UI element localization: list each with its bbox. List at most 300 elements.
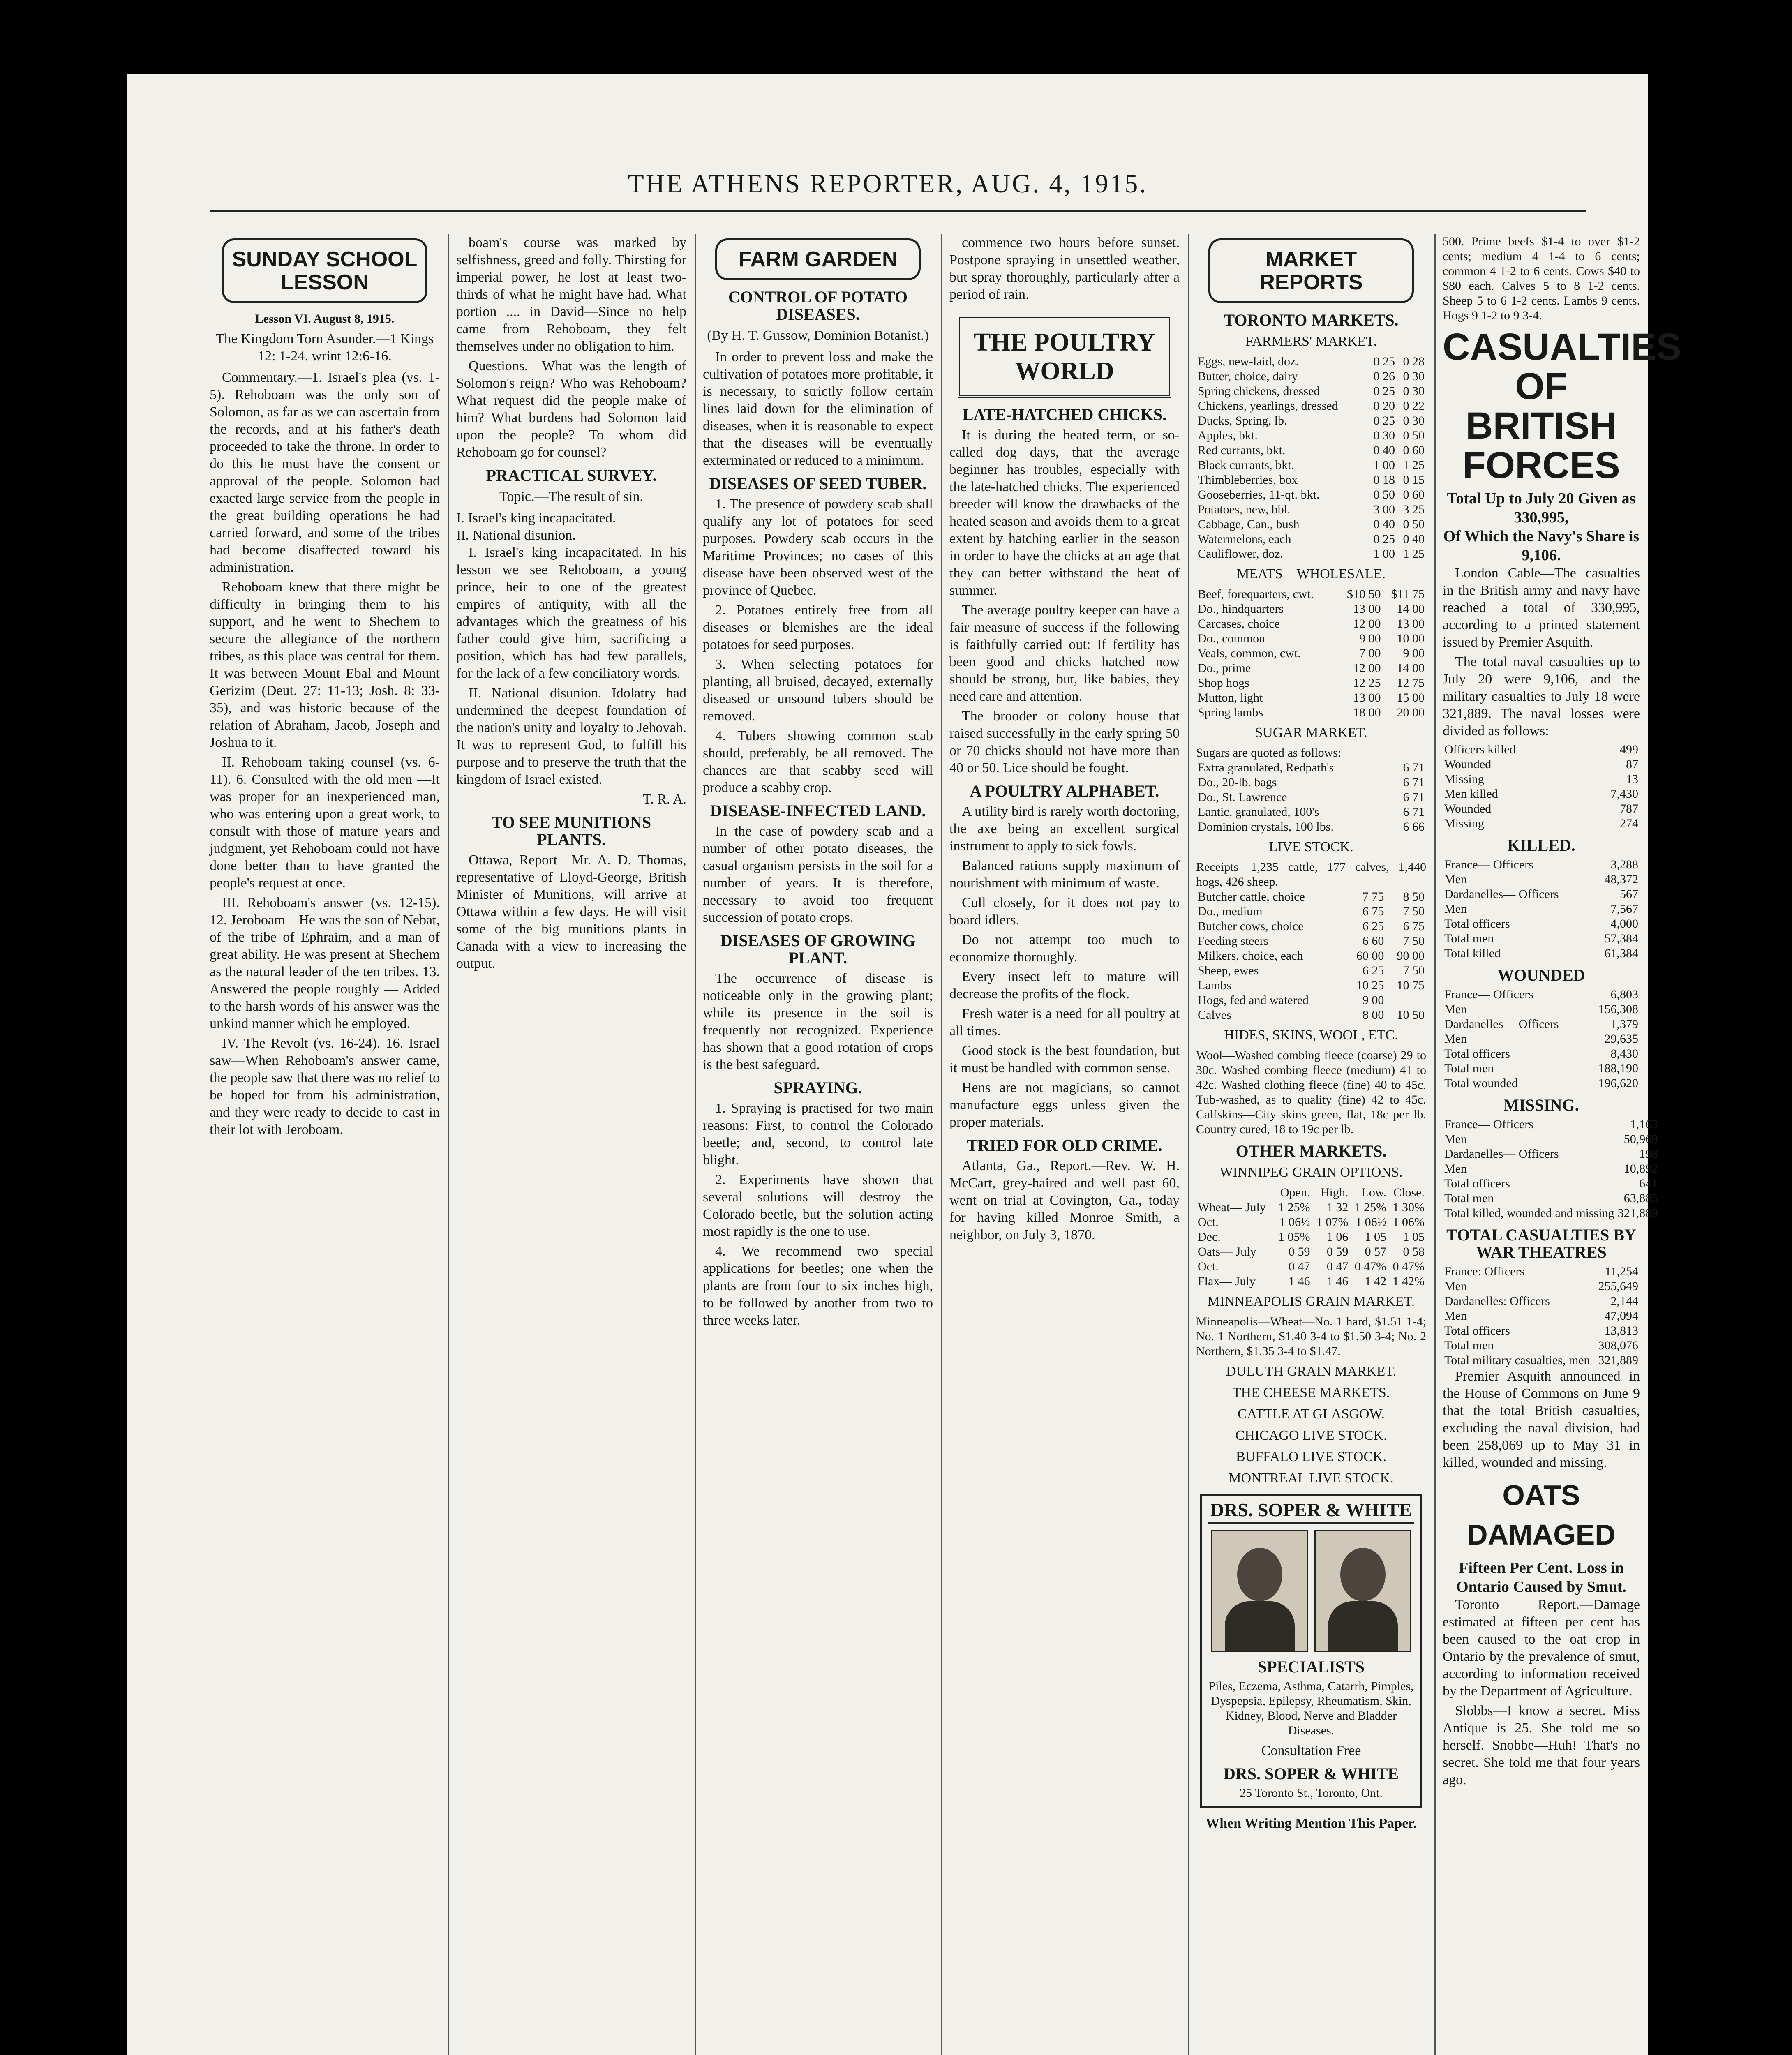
meats-table [1196, 587, 1426, 720]
practical-paragraph: I. Israel's king incapacitated. In his lesson we see Rehoboam, a young prince, heir to one of the greatest empires of antiquity, with all the advantages which the greatness of his father could give him, sacrificing a position, which has had few parallels, for the lack of a few conciliatory words. [456, 545, 686, 681]
farmers-market-heading: FARMERS' MARKET. [1245, 334, 1377, 349]
row-label: Flax— July [1198, 1275, 1256, 1288]
row-value: 1 25 [1403, 458, 1425, 472]
portrait-image [1211, 1530, 1308, 1652]
hides-heading: HIDES, SKINS, WOOL, ETC. [1224, 1028, 1398, 1043]
article-paragraph: 3. When selecting potatoes for planting, all bruised, decayed, externally diseased or unsound tubers should be removed. [703, 657, 933, 724]
portrait-image [1314, 1530, 1411, 1652]
column-header: High. [1320, 1186, 1349, 1199]
table-row [1196, 1215, 1426, 1230]
poultry-alphabet-heading: A POULTRY ALPHABET. [970, 782, 1159, 800]
table-row [1196, 631, 1426, 646]
practical-point: II. National disunion. [456, 528, 576, 543]
minneapolis-heading: MINNEAPOLIS GRAIN MARKET. [1207, 1294, 1415, 1309]
row-value: 0 47 [1289, 1260, 1310, 1273]
row-value: 12 00 [1353, 617, 1381, 630]
missing-table [1443, 1117, 1659, 1221]
row-label: Men [1444, 1309, 1467, 1323]
row-value: 308,076 [1598, 1339, 1638, 1352]
row-value: 1 00 [1373, 547, 1395, 561]
row-value: 2,144 [1610, 1294, 1638, 1308]
table-row [1196, 676, 1426, 690]
live-stock-receipts: Receipts—1,235 cattle, 177 calves, 1,440 hogs, 426 sheep. [1196, 860, 1426, 889]
table-row [1196, 443, 1426, 458]
article-paragraph: In order to prevent loss and make the cultivation of potatoes more profitable, it is necessary, to strictly follow certain lines laid down for the elimination of diseases, when it is reasonable to expect that the diseases will be eventually exterminated or reduced to a minimum. [703, 349, 933, 468]
row-value: 321,889 [1617, 1206, 1658, 1220]
row-label: Missing [1444, 817, 1484, 830]
row-value: 274 [1620, 817, 1638, 830]
row-label: Red currants, bkt. [1198, 443, 1286, 457]
lesson-paragraph: II. Rehoboam taking counsel (vs. 6-11). 6. Consulted with the old men —It was proper for an inexperienced man, who was entering upon a great work, to consult with those of mature years and judgment, yet Rehoboam could not have done better than to have granted the people's request at once. [210, 755, 440, 891]
row-label: Lambs [1198, 979, 1231, 992]
row-value: 6,803 [1610, 988, 1638, 1001]
seed-tuber-heading: DISEASES OF SEED TUBER. [709, 474, 927, 493]
table-row [1443, 1132, 1659, 1147]
row-value: 1 07% [1316, 1215, 1349, 1229]
row-value: 0 47 [1326, 1260, 1349, 1273]
row-value: 0 40 [1373, 443, 1395, 457]
oats-subhead: Fifteen Per Cent. Loss in Ontario Caused by Smut. [1456, 1559, 1626, 1596]
column-farm-garden [703, 234, 933, 2055]
lesson-paragraph: III. Rehoboam's answer (vs. 12-15). 12. Jeroboam—He was the son of Nebat, of the tribe of Ephraim, and a man of great ability. He was present at Shechem as the natural leader of the ten tribes. 13. Answered the people roughly — Added to the harsh words of his answer was the unkind manner which he employed. [210, 895, 440, 1031]
column-divider [695, 234, 696, 2055]
row-label: Beef, forequarters, cwt. [1198, 587, 1314, 601]
row-value: 14 00 [1397, 661, 1425, 675]
table-row [1443, 1117, 1659, 1132]
row-value: 0 50 [1403, 517, 1425, 531]
row-value: $11 75 [1391, 587, 1425, 601]
row-value [1386, 993, 1426, 1008]
column-casualties [1443, 234, 1681, 2055]
live-stock-table [1196, 889, 1426, 1023]
row-value: 0 15 [1403, 473, 1425, 487]
oats-headline: OATS DAMAGED [1467, 1479, 1616, 1551]
row-value: 7 00 [1359, 647, 1381, 660]
row-label: Cabbage, Can., bush [1198, 517, 1300, 531]
row-value: 0 40 [1403, 532, 1425, 546]
row-value: 6 25 [1362, 964, 1384, 977]
article-paragraph: commence two hours before sunset. Postpone spraying in unsettled weather, but spray thoroughly, particularly after a period of rain. [949, 235, 1180, 302]
row-value: 188,190 [1598, 1062, 1638, 1075]
table-row [1196, 1008, 1426, 1023]
ad-footer: DRS. SOPER & WHITE [1223, 1764, 1399, 1783]
row-value: 1 00 [1373, 458, 1395, 472]
growing-plant-heading: DISEASES OF GROWING PLANT. [720, 931, 916, 967]
row-label: Total officers [1444, 917, 1510, 931]
minneapolis-paragraph: Minneapolis—Wheat—No. 1 hard, $1.51 1-4; No. 1 Northern, $1.40 3-4 to $1.50 3-4; No. 2 Northern, $1.35 3-4 to $1.47. [1196, 1315, 1426, 1358]
table-row [1196, 934, 1426, 949]
article-paragraph: 1. The presence of powdery scab shall qualify any lot of potatoes for seed purposes. Powdery scab occurs in the Maritime Provinces; no cases of this disease have been observed west of the province of Quebec. [703, 496, 933, 598]
row-label: France— Officers [1444, 988, 1533, 1001]
missing-heading: MISSING. [1503, 1096, 1579, 1114]
table-row [1196, 369, 1426, 384]
table-row [1443, 1046, 1640, 1061]
table-row [1443, 857, 1640, 872]
table-row [1196, 399, 1426, 413]
row-label: Chickens, yearlings, dressed [1198, 399, 1338, 413]
alphabet-item: Fresh water is a need for all poultry at all times. [949, 1006, 1180, 1039]
alphabet-item: Every insect left to mature will decrease the profits of the flock. [949, 969, 1180, 1002]
poultry-world-box: THE POULTRY WORLD [958, 316, 1171, 398]
table-row [1196, 384, 1426, 399]
row-value: 0 60 [1403, 443, 1425, 457]
market-reports-badge: MARKET REPORTS [1208, 238, 1414, 303]
row-label: Total officers [1444, 1047, 1510, 1060]
table-row [1196, 993, 1426, 1008]
ad-consult: Consultation Free [1261, 1743, 1361, 1758]
row-label: Total killed, wounded and missing [1444, 1206, 1614, 1220]
row-value: 6 60 [1362, 934, 1384, 948]
row-value: 0 25 [1373, 384, 1395, 398]
sugar-note: Sugars are quoted as follows: [1196, 746, 1342, 760]
table-row [1443, 1017, 1640, 1032]
table-row [1196, 1245, 1426, 1259]
row-value: 7 50 [1403, 934, 1425, 948]
lesson-paragraph: Questions.—What was the length of Solomon's reign? Who was Rehoboam? What request did the people make of him? What burdens had Solomon laid upon the people? To whom did Rehoboam go for counsel? [456, 358, 686, 460]
row-value: 0 25 [1373, 414, 1395, 427]
row-label: Extra granulated, Redpath's [1198, 761, 1334, 774]
lesson-paragraph: Commentary.—1. Israel's plea (vs. 1-5). Rehoboam was the only son of Solomon, as far as we can ascertain from the records, and at his father's death proceeded to take the throne. In order to do this he must have the consent or approval of the people. Solomon had exacted large service from the people in the great building operations he had carried forward, and some of the tribes had become disaffected toward his administration. [210, 370, 440, 575]
row-value: 567 [1620, 887, 1638, 901]
column-divider [1188, 234, 1189, 2055]
row-label: Total men [1444, 1191, 1494, 1205]
table-row [1443, 902, 1640, 917]
table-row [1196, 820, 1426, 834]
row-value: 1 06½ [1356, 1215, 1387, 1229]
wounded-heading: WOUNDED [1497, 966, 1585, 984]
table-row [1443, 1176, 1659, 1191]
row-label: France— Officers [1444, 858, 1533, 871]
row-value: 0 30 [1403, 414, 1425, 427]
table-row [1196, 587, 1426, 602]
row-label: Cauliflower, doz. [1198, 547, 1283, 561]
naval-losses-table [1443, 742, 1640, 831]
row-value: 0 50 [1403, 429, 1425, 442]
row-value: 0 30 [1403, 369, 1425, 383]
row-value: 9 00 [1359, 632, 1381, 645]
munitions-heading: TO SEE MUNITIONS PLANTS. [491, 813, 651, 849]
row-label: Wounded [1444, 802, 1492, 815]
article-paragraph: Slobbs—I know a secret. Miss Antique is 25. She told me so herself. Snobbe—Huh! That's no secret. She told me that four years ago. [1443, 1703, 1640, 1787]
table-row [1196, 775, 1426, 790]
duluth-heading: DULUTH GRAIN MARKET. [1226, 1364, 1396, 1379]
table-row [1196, 805, 1426, 820]
table-row [1196, 661, 1426, 676]
row-label: Watermelons, each [1198, 532, 1291, 546]
killed-heading: KILLED. [1507, 836, 1575, 854]
row-value: 10 00 [1397, 632, 1425, 645]
row-label: Do., hindquarters [1198, 602, 1284, 616]
winnipeg-heading: WINNIPEG GRAIN OPTIONS. [1219, 1165, 1403, 1180]
table-row [1196, 413, 1426, 428]
row-value: 0 22 [1403, 399, 1425, 413]
table-row [1196, 602, 1426, 616]
row-value: 1 06½ [1279, 1215, 1310, 1229]
row-label: Men [1444, 1162, 1467, 1175]
row-value: 7,430 [1610, 787, 1638, 801]
row-label: Shop hogs [1198, 676, 1249, 690]
farmers-market-table [1196, 354, 1426, 561]
row-label: France: Officers [1444, 1265, 1525, 1278]
row-label: Lantic, granulated, 100's [1198, 805, 1319, 819]
table-row [1196, 1230, 1426, 1245]
row-label: Total wounded [1444, 1076, 1518, 1090]
row-value: 0 59 [1289, 1245, 1310, 1258]
row-value: 13 [1626, 772, 1638, 786]
article-paragraph: Toronto Report.—Damage estimated at fifteen per cent has been caused to the oat crop in Ontario by the prevalence of smut, according to information received by the Department of Agriculture. [1443, 1597, 1640, 1699]
row-value: 60 00 [1356, 949, 1384, 963]
sugar-table [1196, 760, 1426, 834]
row-value: 1,379 [1610, 1017, 1638, 1031]
row-label: Dardanelles— Officers [1444, 887, 1559, 901]
row-value: 641 [1639, 1177, 1658, 1190]
article-paragraph: The occurrence of disease is noticeable only in the growing plant; while its presence in the soil is frequently not recognized. Experience has shown that a good rotation of crops is the best safeguard. [703, 971, 933, 1072]
table-row [1443, 1206, 1659, 1221]
spraying-heading: SPRAYING. [774, 1078, 862, 1097]
row-value: 1 42 [1365, 1275, 1387, 1288]
row-value: 1 05 [1403, 1230, 1425, 1244]
row-label: Do., St. Lawrence [1198, 790, 1287, 804]
casualties-subhead-navy: Of Which the Navy's Share is 9,106. [1443, 528, 1640, 564]
row-value: 61,384 [1604, 947, 1638, 960]
practical-topic: Topic.—The result of sin. [499, 489, 643, 504]
row-value: 0 30 [1373, 429, 1395, 442]
table-row [1443, 742, 1640, 757]
row-value: 0 57 [1365, 1245, 1387, 1258]
table-row [1443, 1323, 1640, 1338]
column-header: Low. [1361, 1186, 1387, 1199]
grain-options-table [1196, 1185, 1426, 1289]
column-header [1196, 1185, 1274, 1200]
lesson-title: The Kingdom Torn Asunder.—1 Kings 12: 1-24. wrint 12:6-16. [215, 331, 434, 364]
column-sunday-school [210, 234, 440, 2055]
row-label: Hogs, fed and watered [1198, 993, 1309, 1007]
row-value: 13 00 [1353, 691, 1381, 704]
row-value: 0 47% [1354, 1260, 1387, 1273]
casualties-headline: CASUALTIES OF BRITISH FORCES [1443, 326, 1681, 486]
row-label: Feeding steers [1198, 934, 1269, 948]
article-paragraph: 4. We recommend two special applications for beetles; one when the plants are from four to six inches high, to be followed by another from two to three weeks later. [703, 1244, 933, 1328]
row-label: Oct. [1198, 1215, 1219, 1229]
table-row [1196, 1259, 1426, 1274]
row-label: Spring lambs [1198, 706, 1263, 719]
row-label: Men [1444, 1032, 1467, 1046]
row-value: 1 05 [1365, 1230, 1387, 1244]
row-value: 0 30 [1403, 384, 1425, 398]
column-divider [448, 234, 449, 2055]
row-label: France— Officers [1444, 1118, 1533, 1131]
table-row [1196, 458, 1426, 473]
article-paragraph: In the case of powdery scab and a number of other potato diseases, the casual organism persists in the soil for a number of years. It is therefore, necessary to avoid too frequent succession of potato crops. [703, 824, 933, 925]
newspaper-page [127, 74, 1681, 2055]
table-row [1196, 473, 1426, 487]
table-row [1443, 1032, 1640, 1046]
signature: T. R. A. [642, 792, 686, 807]
row-value: $10 50 [1347, 587, 1381, 601]
table-row [1196, 949, 1426, 963]
row-value: 8 50 [1403, 890, 1425, 903]
row-label: Sheep, ewes [1198, 964, 1259, 977]
wounded-table [1443, 987, 1640, 1091]
column-poultry [949, 234, 1180, 2055]
row-label: Do., 20-lb. bags [1198, 776, 1277, 789]
row-value: 6 75 [1403, 919, 1425, 933]
row-value: 0 47% [1392, 1260, 1425, 1273]
table-row [1196, 616, 1426, 631]
row-label: Eggs, new-laid, doz. [1198, 355, 1299, 368]
row-label: Do., common [1198, 632, 1265, 645]
table-row [1196, 517, 1426, 532]
row-label: Wounded [1444, 757, 1492, 771]
row-value: 6 71 [1403, 761, 1425, 774]
meats-heading: MEATS—WHOLESALE. [1237, 566, 1386, 582]
row-value: 1 25% [1278, 1201, 1310, 1214]
row-value: 57,384 [1604, 932, 1638, 945]
row-value: 13,813 [1604, 1324, 1638, 1337]
row-label: Men [1444, 1132, 1467, 1146]
table-row [1443, 1338, 1640, 1353]
row-label: Spring chickens, dressed [1198, 384, 1320, 398]
row-label: Butter, choice, dairy [1198, 369, 1298, 383]
table-row [1443, 1002, 1640, 1017]
table-row [1443, 757, 1640, 772]
row-value: 0 50 [1373, 488, 1395, 501]
article-paragraph: The average poultry keeper can have a fair measure of success if the following is faithfully carried out: If fertility has been good and chicks hatched now should be strong, but, like babies, they need care and attention. [949, 603, 1180, 704]
article-paragraph: 2. Experiments have shown that several solutions will destroy the Colorado beetle, but the solution acting most rapidly is the one to use. [703, 1172, 933, 1239]
row-value: 13 00 [1353, 602, 1381, 616]
masthead: THE ATHENS REPORTER, AUG. 4, 1915. [628, 169, 1148, 198]
table-row [1196, 919, 1426, 934]
row-label: Total men [1444, 932, 1494, 945]
table-row [1196, 1200, 1426, 1215]
table-row [1443, 1264, 1640, 1279]
table-row [1443, 1191, 1659, 1206]
row-value: 4,000 [1610, 917, 1638, 931]
row-label: Total men [1444, 1339, 1494, 1352]
table-row [1443, 887, 1640, 902]
article-paragraph: 4. Tubers showing common scab should, preferably, be all removed. The chances are that scabby seed will produce a scabby crop. [703, 728, 933, 795]
table-row [1443, 816, 1640, 831]
row-value: 10 50 [1397, 1008, 1425, 1022]
row-value: 3 25 [1403, 503, 1425, 516]
sugar-heading: SUGAR MARKET. [1255, 725, 1367, 740]
row-value: 6 25 [1362, 919, 1384, 933]
table-row [1196, 690, 1426, 705]
row-value: 12 25 [1353, 676, 1381, 690]
row-label: Total officers [1444, 1324, 1510, 1337]
row-label: Black currants, bkt. [1198, 458, 1294, 472]
column-divider [1434, 234, 1436, 2055]
row-value: 10 75 [1397, 979, 1425, 992]
row-label: Do., prime [1198, 661, 1251, 675]
row-value: 7,567 [1610, 902, 1638, 916]
row-value: 6 71 [1403, 776, 1425, 789]
row-value: 6 75 [1362, 905, 1384, 918]
row-value: 1 06% [1392, 1215, 1425, 1229]
table-row [1443, 946, 1640, 961]
casualties-subhead: Total Up to July 20 Given as 330,995, [1447, 490, 1636, 526]
row-value: 0 26 [1373, 369, 1395, 383]
toronto-markets-heading: TORONTO MARKETS. [1224, 311, 1399, 329]
row-label: Gooseberries, 11-qt. bkt. [1198, 488, 1320, 501]
row-label: Potatoes, new, bbl. [1198, 503, 1291, 516]
article-paragraph: 2. Potatoes entirely free from all diseases or blemishes are the ideal potatoes for seed purposes. [703, 603, 933, 652]
killed-table [1443, 857, 1640, 961]
row-value: 1,163 [1630, 1118, 1658, 1131]
row-value: 10 25 [1356, 979, 1384, 992]
row-value: 0 25 [1373, 355, 1395, 368]
row-value: 48,372 [1604, 873, 1638, 886]
row-value: 1 06 [1326, 1230, 1349, 1244]
row-value: 1 25% [1354, 1201, 1387, 1214]
row-value: 7 75 [1362, 890, 1384, 903]
table-row [1443, 1353, 1640, 1368]
table-row [1443, 801, 1640, 816]
column-lesson-continued [456, 234, 686, 2055]
lesson-paragraph: IV. The Revolt (vs. 16-24). 16. Israel saw—When Rehoboam's answer came, the people saw that there was no relief to be hoped for from his administration, and they were ready to decide to cast in their lot with Jeroboam. [210, 1036, 440, 1137]
row-label: Men [1444, 1002, 1467, 1016]
potato-diseases-heading: CONTROL OF POTATO DISEASES. [728, 288, 908, 323]
row-value: 1 25 [1403, 547, 1425, 561]
byline: (By H. T. Gussow, Dominion Botanist.) [707, 328, 929, 343]
row-label: Veals, common, cwt. [1198, 647, 1301, 660]
table-row [1443, 931, 1640, 946]
table-row [1196, 502, 1426, 517]
article-paragraph: London Cable—The casualties in the British army and navy have reached a total of 330,995, according to a printed statement issued by Premier Asquith. [1443, 566, 1640, 650]
row-value: 6 71 [1403, 805, 1425, 819]
cheese-heading: THE CHEESE MARKETS. [1232, 1385, 1390, 1400]
hides-paragraph: Wool—Washed combing fleece (coarse) 29 to 30c. Washed combing fleece (medium) 41 to 42c. Washed clothing fleece (fine) 40 to 45c. Tub-washed, as to quality (fine) 42 to 45c. Calfskins—City skins green, flat, 18c per lb. Country cured, 18 to 19c per lb. [1196, 1048, 1426, 1136]
ad-specialists: SPECIALISTS [1257, 1658, 1365, 1676]
row-label: Calves [1198, 1008, 1231, 1022]
row-value: 18 00 [1353, 706, 1381, 719]
montreal-heading: MONTREAL LIVE STOCK. [1229, 1471, 1394, 1486]
row-label: Apples, bkt. [1198, 429, 1258, 442]
ad-tag: When Writing Mention This Paper. [1205, 1816, 1417, 1831]
lesson-paragraph: boam's course was marked by selfishness, greed and folly. Thirsting for imperial power, he lost at least two-thirds of what he might have had. What portion .... in David—Since no help came from Rehoboam, they felt themselves under no obligation to him. [456, 235, 686, 354]
table-row [1443, 1061, 1640, 1076]
live-stock-heading: LIVE STOCK. [1269, 839, 1353, 854]
row-value: 0 40 [1373, 517, 1395, 531]
masthead-rule [210, 210, 1586, 212]
row-label: Thimbleberries, box [1198, 473, 1298, 487]
practical-survey-heading: PRACTICAL SURVEY. [486, 466, 657, 485]
row-value: 14 00 [1397, 602, 1425, 616]
table-row [1443, 787, 1640, 801]
column-header: Close. [1393, 1186, 1425, 1199]
table-row [1196, 760, 1426, 775]
row-value: 0 59 [1326, 1245, 1349, 1258]
doctors-advertisement [1200, 1494, 1422, 1808]
row-label: Milkers, choice, each [1198, 949, 1303, 963]
row-value: 15 00 [1397, 691, 1425, 704]
row-value: 50,969 [1623, 1132, 1658, 1146]
late-chicks-heading: LATE-HATCHED CHICKS. [962, 405, 1167, 424]
row-value: 787 [1620, 802, 1638, 815]
alphabet-item: Cull closely, for it does not pay to board idlers. [949, 895, 1180, 928]
row-value: 13 00 [1397, 617, 1425, 630]
table-row [1196, 532, 1426, 547]
row-value: 6 71 [1403, 790, 1425, 804]
column-header: Open. [1280, 1186, 1310, 1199]
table-row [1196, 646, 1426, 661]
row-value: 8,430 [1610, 1047, 1638, 1060]
practical-paragraph: II. National disunion. Idolatry had undermined the deepest foundation of the nation's unity and loyalty to Jehovah. It was to represent God, to fulfill his purpose and to preserve the truth that the kingdom of Israel existed. [456, 686, 686, 787]
table-row [1196, 790, 1426, 805]
table-row [1443, 1161, 1659, 1176]
row-value: 0 25 [1373, 532, 1395, 546]
table-row [1196, 354, 1426, 369]
